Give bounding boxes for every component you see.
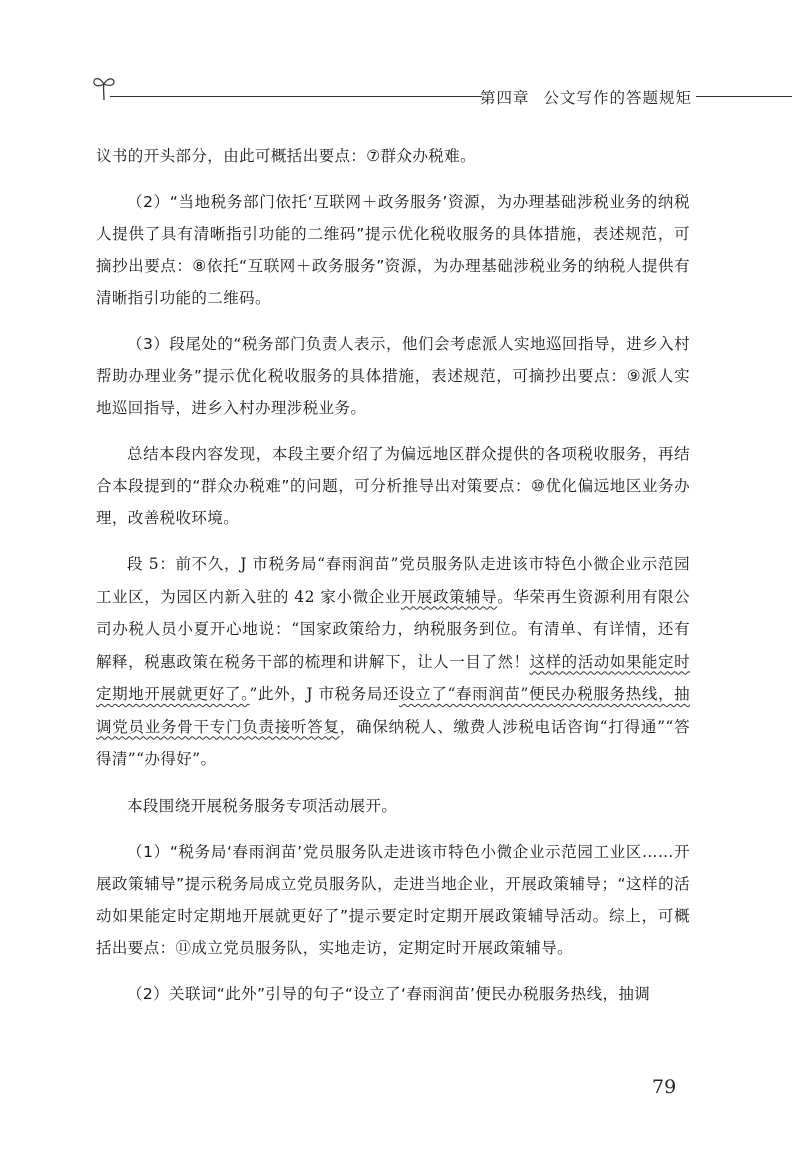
page-body: [96, 140, 690, 1024]
quote-text-3: ”此外，J 市税务局还: [249, 685, 400, 703]
quoted-material-paragraph: [96, 548, 690, 776]
quote-underlined-1: 开展政策辅导: [400, 587, 498, 606]
paragraph-analysis-1: （1）“税务局‘春雨润苗’党员服务队走进该市特色小微企业示范园工业区……开展政策辅导”提示税务局成立党员服务队，走进当地企业，开展政策辅导；“这样的活动如果能定时定期地开展就更好了”提示要定时定期开展政策辅导活动。综上，可概括出要点：⑪成立党员服务队，实地走访，定期定时开展政策辅导。: [96, 842, 690, 957]
paragraph-analysis-2: （2）关联词“此外”引导的句子“设立了‘春雨润苗’便民办税服务热线，抽调: [127, 984, 651, 1003]
paragraph-section-intro: 本段围绕开展税务服务专项活动展开。: [127, 796, 398, 815]
chapter-label: 第四章: [480, 89, 530, 107]
quote-underlined-2: 这样的活动如果能定时定期地开展就更好了。: [96, 652, 690, 703]
sprout-icon: [92, 72, 116, 102]
quote-underlined-3: 设立了“春雨润苗”便民办税服务热线，抽调党员业务骨干专门负责接听答复: [96, 685, 690, 736]
running-head: [480, 86, 692, 108]
paragraph-point-2: （2）“当地税务部门依托‘互联网＋政务服务’资源，为办理基础涉税业务的纳税人提供了具有清晰指引功能的二维码”提示优化税收服务的具体措施，表述规范，可摘抄出要点：⑧依托“互联网＋政务服务”资源，为办理基础涉税业务的纳税人提供有清晰指引功能的二维码。: [96, 193, 690, 307]
header-rule-right: [696, 96, 792, 97]
quote-text-4: ，确保纳税人、缴费人涉税电话咨询“打得通”“答得清”“办得好”。: [96, 717, 690, 768]
paragraph-continued: 议书的开头部分，由此可概括出要点：⑦群众办税难。: [96, 147, 476, 165]
header-rule-left: [110, 96, 482, 97]
quote-text-1: 段 5：前不久，J 市税务局“春雨润苗”党员服务队走进该市特色小微企业示范园工业区，为园区内新入驻的 42 家小微企业: [96, 555, 690, 606]
paragraph-summary: 总结本段内容发现，本段主要介绍了为偏远地区群众提供的各项税收服务，再结合本段提到的“群众办税难”的问题，可分析推导出对策要点：⑩优化偏远地区业务办理，改善税收环境。: [96, 445, 690, 527]
chapter-title: 公文写作的答题规矩: [543, 89, 693, 107]
page-number: 79: [652, 1076, 677, 1098]
paragraph-point-3: （3）段尾处的“税务部门负责人表示，他们会考虑派人实地巡回指导，进乡入村帮助办理业务”提示优化税收服务的具体措施，表述规范，可摘抄出要点：⑨派人实地巡回指导，进乡入村办理涉税业务。: [96, 335, 690, 417]
quote-text-2: 。华荣再生资源利用有限公司办税人员小夏开心地说：“国家政策给力，纳税服务到位。有清单、有详情，还有解释，税惠政策在税务干部的梳理和讲解下，让人一目了然！: [96, 587, 690, 671]
page-header: [92, 68, 792, 108]
